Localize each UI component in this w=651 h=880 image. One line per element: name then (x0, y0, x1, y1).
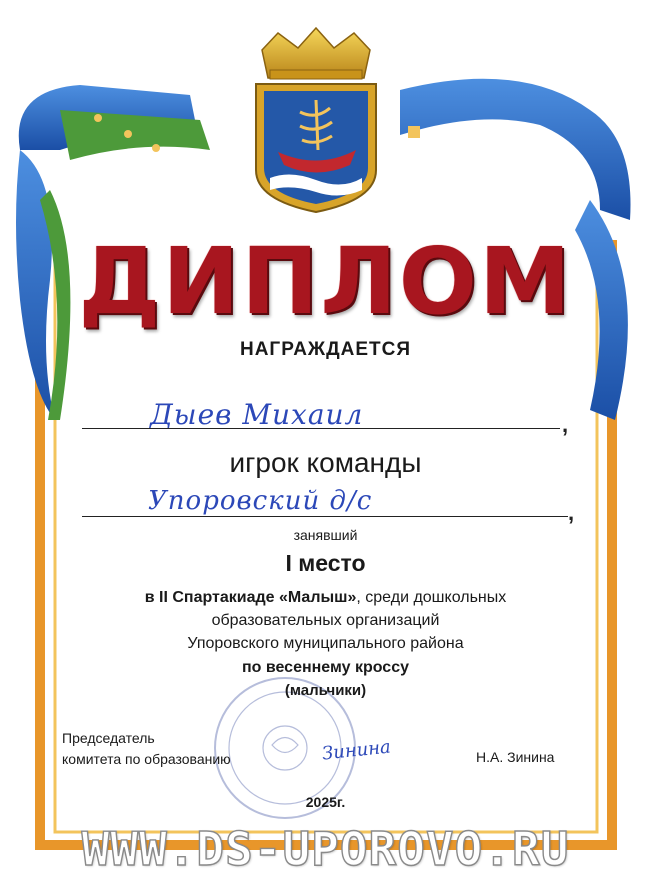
name-underline (82, 428, 560, 429)
team-name: Упоровский д/с (148, 486, 373, 516)
handwritten-signature: Зинина (321, 736, 392, 765)
recipient-name: Дыев Михаил (150, 398, 364, 431)
team-comma: , (568, 500, 575, 525)
player-of-team-label: игрок команды (229, 447, 422, 478)
year-label: 2025г. (305, 794, 346, 810)
awarded-heading: НАГРАЖДАЕТСЯ (239, 339, 412, 360)
signatory-title (62, 728, 231, 770)
event-line-1 (0, 587, 651, 609)
occupied-label: занявший (293, 527, 358, 543)
place-label: I место (285, 550, 366, 576)
signatory-title-line-2: комитета по образованию (62, 751, 231, 767)
discipline-label: по весеннему кроссу (241, 659, 409, 676)
diploma-title: ДИПЛОМ (78, 228, 573, 335)
website-watermark: WWW.DS-UPOROVO.RU (81, 822, 570, 876)
category-label: (мальчики) (284, 682, 367, 699)
crest-emblem (256, 28, 376, 212)
signatory-title-line-1: Председатель (62, 730, 155, 746)
signatory-name: Н.А. Зинина (476, 749, 555, 765)
name-comma: , (562, 412, 569, 437)
event-line-1-suffix: , среди дошкольных (356, 589, 507, 606)
event-name: в II Спартакиаде «Малыш» (144, 589, 357, 606)
event-line-2: образовательных организаций (211, 612, 440, 629)
team-underline (82, 516, 568, 517)
event-line-3: Упоровского муниципального района (187, 635, 464, 652)
